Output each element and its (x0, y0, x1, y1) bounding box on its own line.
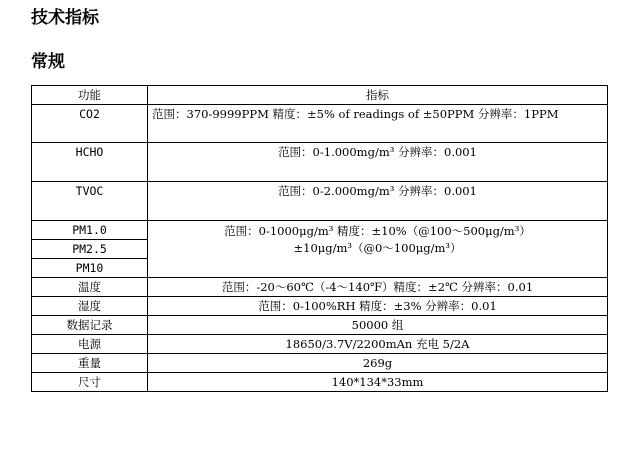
cell-function-temperature: 温度 (32, 278, 148, 297)
cell-function-logging: 数据记录 (32, 316, 148, 335)
table-row-hcho (32, 143, 608, 182)
pm-spec-line-1: 范围：0-1000μg/m³ 精度：±10%（@100～500μg/m³） (224, 224, 531, 238)
table-row-temperature (32, 278, 608, 297)
cell-spec-co2: 范围：370-9999PPM 精度：±5% of readings of ±50PPM 分辨率：1PPM (148, 105, 608, 143)
cell-spec-temperature: 范围：-20～60℃（-4～140℉）精度：±2℃ 分辨率：0.01 (148, 278, 608, 297)
cell-function-humidity: 湿度 (32, 297, 148, 316)
header-spec: 指标 (148, 86, 608, 105)
cell-function-size: 尺寸 (32, 373, 148, 392)
cell-spec-hcho: 范围：0-1.000mg/m³ 分辨率：0.001 (148, 143, 608, 182)
header-function: 功能 (32, 86, 148, 105)
table-row-humidity (32, 297, 608, 316)
pm-spec-line-2: ±10μg/m³（@0～100μg/m³） (293, 241, 462, 255)
cell-function-weight: 重量 (32, 354, 148, 373)
cell-function-pm25: PM2.5 (32, 240, 148, 259)
table-row-tvoc (32, 182, 608, 221)
cell-spec-power: 18650/3.7V/2200mAn 充电 5/2A (148, 335, 608, 354)
table-header-row (32, 86, 608, 105)
table-row-power (32, 335, 608, 354)
table-row-co2 (32, 105, 608, 143)
cell-function-hcho: HCHO (32, 143, 148, 182)
section-title: 常规 (31, 52, 65, 72)
cell-function-pm10: PM10 (32, 259, 148, 278)
table-row-logging (32, 316, 608, 335)
table-row-weight (32, 354, 608, 373)
cell-function-pm1: PM1.0 (32, 221, 148, 240)
cell-spec-logging: 50000 组 (148, 316, 608, 335)
cell-spec-pm (148, 221, 608, 278)
spec-table (31, 85, 608, 392)
cell-spec-size: 140*134*33mm (148, 373, 608, 392)
table-row-pm1 (32, 221, 608, 240)
cell-function-power: 电源 (32, 335, 148, 354)
cell-spec-tvoc: 范围：0-2.000mg/m³ 分辨率：0.001 (148, 182, 608, 221)
cell-function-tvoc: TVOC (32, 182, 148, 221)
cell-spec-humidity: 范围：0-100%RH 精度：±3% 分辨率：0.01 (148, 297, 608, 316)
table-row-size (32, 373, 608, 392)
cell-function-co2: CO2 (32, 105, 148, 143)
cell-spec-weight: 269g (148, 354, 608, 373)
document-title: 技术指标 (31, 8, 99, 28)
